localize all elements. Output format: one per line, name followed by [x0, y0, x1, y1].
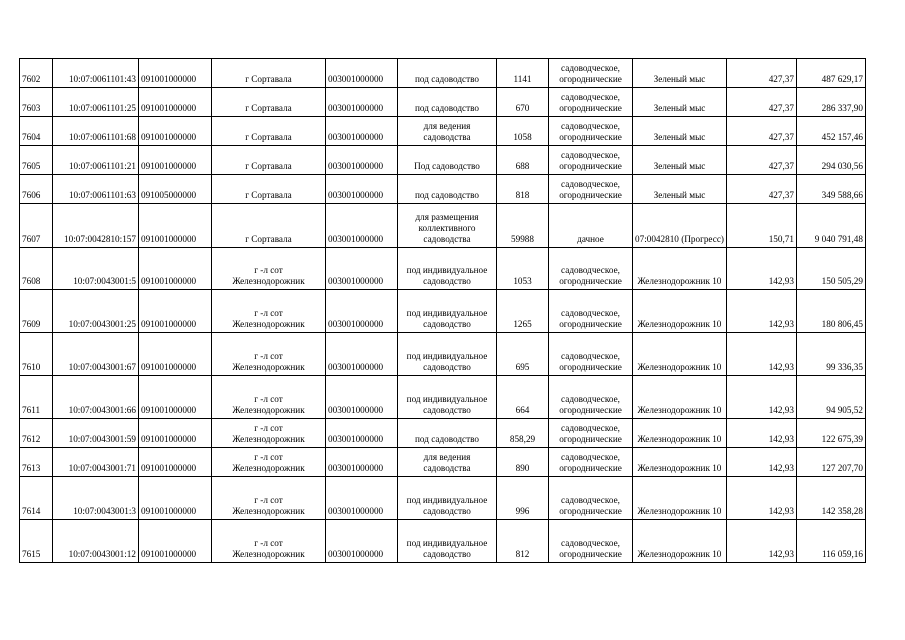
okato-code-cell: 091001000000: [139, 88, 212, 117]
cell-text-line: под индивидуальное: [406, 394, 488, 404]
cell-text-line: г Сортавала: [245, 190, 292, 200]
oktmo-code-cell: 003001000000: [326, 117, 398, 146]
cell-text-line: садоводческое,: [561, 394, 620, 404]
table-row: [20, 146, 866, 175]
cell-text-line: садоводческое,: [561, 179, 620, 189]
area-cell: 59988: [497, 204, 549, 248]
specific-value-cell: 427,37: [726, 117, 796, 146]
cell-text-line: садоводческое,: [561, 92, 620, 102]
address-cell: Железнодорожник 10: [633, 520, 727, 563]
cell-text-line: Железнодорожник: [232, 362, 305, 372]
cadastral-value-cell: 99 336,35: [796, 333, 865, 376]
cadastral-number-cell: 10:07:0061101:25: [53, 88, 139, 117]
cell-text-line: огороднические: [559, 103, 622, 113]
table-row: [20, 520, 866, 563]
permitted-use-cell: [398, 204, 497, 248]
table-row: [20, 88, 866, 117]
cell-text-line: г -л сот: [254, 423, 283, 433]
cell-text-line: садоводческое,: [561, 121, 620, 131]
specific-value-cell: 150,71: [726, 204, 796, 248]
table-row: [20, 204, 866, 248]
cadastral-number-cell: 10:07:0061101:43: [53, 59, 139, 88]
address-cell: Железнодорожник 10: [633, 333, 727, 376]
cell-text-line: садоводческое,: [561, 265, 620, 275]
locality-cell: [212, 477, 326, 520]
category-cell: [549, 477, 633, 520]
cell-text-line: садоводческое,: [561, 423, 620, 433]
row-number-cell: 7605: [20, 146, 53, 175]
row-number-cell: 7612: [20, 419, 53, 448]
cell-text-line: для размещения: [415, 212, 479, 222]
address-cell: 07:0042810 (Прогресс): [633, 204, 727, 248]
cell-text-line: г -л сот: [254, 308, 283, 318]
category-cell: [549, 204, 633, 248]
category-cell: [549, 419, 633, 448]
cell-text-line: садоводство: [423, 549, 471, 559]
cell-text-line: под садоводство: [415, 190, 479, 200]
cell-text-line: Под садоводство: [414, 161, 480, 171]
specific-value-cell: 142,93: [726, 520, 796, 563]
permitted-use-cell: [398, 448, 497, 477]
cell-text-line: г -л сот: [254, 452, 283, 462]
address-cell: Железнодорожник 10: [633, 376, 727, 419]
cell-text-line: для ведения: [423, 121, 471, 131]
specific-value-cell: 427,37: [726, 59, 796, 88]
permitted-use-cell: [398, 419, 497, 448]
cadastral-number-cell: 10:07:0043001:66: [53, 376, 139, 419]
locality-cell: [212, 520, 326, 563]
oktmo-code-cell: 003001000000: [326, 376, 398, 419]
specific-value-cell: 142,93: [726, 333, 796, 376]
address-cell: Зеленый мыс: [633, 146, 727, 175]
cell-text-line: под индивидуальное: [406, 265, 488, 275]
permitted-use-cell: [398, 376, 497, 419]
address-cell: Железнодорожник 10: [633, 448, 727, 477]
row-number-cell: 7611: [20, 376, 53, 419]
locality-cell: [212, 146, 326, 175]
locality-cell: [212, 290, 326, 333]
cadastral-number-cell: 10:07:0043001:71: [53, 448, 139, 477]
cell-text-line: садоводческое,: [561, 308, 620, 318]
address-cell: Зеленый мыс: [633, 88, 727, 117]
row-number-cell: 7607: [20, 204, 53, 248]
cadastral-value-cell: 9 040 791,48: [796, 204, 865, 248]
okato-code-cell: 091001000000: [139, 117, 212, 146]
category-cell: [549, 59, 633, 88]
specific-value-cell: 142,93: [726, 448, 796, 477]
cell-text-line: садоводческое,: [561, 150, 620, 160]
cell-text-line: огороднические: [559, 132, 622, 142]
row-number-cell: 7604: [20, 117, 53, 146]
row-number-cell: 7608: [20, 248, 53, 290]
cadastral-number-cell: 10:07:0043001:25: [53, 290, 139, 333]
oktmo-code-cell: 003001000000: [326, 448, 398, 477]
table-row: [20, 117, 866, 146]
cadastral-value-cell: 150 505,29: [796, 248, 865, 290]
cell-text-line: садоводство: [423, 506, 471, 516]
cell-text-line: г Сортавала: [245, 234, 292, 244]
locality-cell: [212, 248, 326, 290]
row-number-cell: 7613: [20, 448, 53, 477]
cadastral-number-cell: 10:07:0061101:21: [53, 146, 139, 175]
cell-text-line: для ведения: [423, 452, 471, 462]
cell-text-line: г Сортавала: [245, 161, 292, 171]
locality-cell: [212, 333, 326, 376]
cell-text-line: г -л сот: [254, 351, 283, 361]
cadastral-value-cell: 286 337,90: [796, 88, 865, 117]
okato-code-cell: 091001000000: [139, 448, 212, 477]
cell-text-line: огороднические: [559, 405, 622, 415]
cadastral-number-cell: 10:07:0043001:3: [53, 477, 139, 520]
cadastral-value-cell: 142 358,28: [796, 477, 865, 520]
locality-cell: [212, 376, 326, 419]
okato-code-cell: 091001000000: [139, 146, 212, 175]
table-row: [20, 333, 866, 376]
permitted-use-cell: [398, 88, 497, 117]
cell-text-line: огороднические: [559, 549, 622, 559]
locality-cell: [212, 88, 326, 117]
oktmo-code-cell: 003001000000: [326, 477, 398, 520]
cadastral-number-cell: 10:07:0043001:67: [53, 333, 139, 376]
cell-text-line: садоводство: [423, 405, 471, 415]
cell-text-line: г -л сот: [254, 538, 283, 548]
row-number-cell: 7603: [20, 88, 53, 117]
cadastral-value-cell: 452 157,46: [796, 117, 865, 146]
locality-cell: [212, 448, 326, 477]
cadastral-number-cell: 10:07:0043001:5: [53, 248, 139, 290]
row-number-cell: 7609: [20, 290, 53, 333]
land-cadastral-value-table: [19, 58, 866, 563]
area-cell: 1053: [497, 248, 549, 290]
category-cell: [549, 333, 633, 376]
cell-text-line: г Сортавала: [245, 103, 292, 113]
category-cell: [549, 248, 633, 290]
area-cell: 688: [497, 146, 549, 175]
cell-text-line: г Сортавала: [245, 74, 292, 84]
permitted-use-cell: [398, 117, 497, 146]
category-cell: [549, 175, 633, 204]
area-cell: 664: [497, 376, 549, 419]
specific-value-cell: 142,93: [726, 419, 796, 448]
cell-text-line: огороднические: [559, 276, 622, 286]
locality-cell: [212, 117, 326, 146]
permitted-use-cell: [398, 290, 497, 333]
oktmo-code-cell: 003001000000: [326, 333, 398, 376]
table-row: [20, 419, 866, 448]
cell-text-line: садоводство: [423, 362, 471, 372]
specific-value-cell: 427,37: [726, 175, 796, 204]
okato-code-cell: 091001000000: [139, 477, 212, 520]
cadastral-number-cell: 10:07:0061101:68: [53, 117, 139, 146]
table-row: [20, 290, 866, 333]
address-cell: Железнодорожник 10: [633, 477, 727, 520]
okato-code-cell: 091001000000: [139, 290, 212, 333]
table-row: [20, 448, 866, 477]
cell-text-line: садоводческое,: [561, 351, 620, 361]
cell-text-line: Железнодорожник: [232, 506, 305, 516]
okato-code-cell: 091001000000: [139, 59, 212, 88]
cadastral-value-cell: 349 588,66: [796, 175, 865, 204]
area-cell: 858,29: [497, 419, 549, 448]
area-cell: 812: [497, 520, 549, 563]
cell-text-line: огороднические: [559, 319, 622, 329]
table-row: [20, 376, 866, 419]
cell-text-line: под индивидуальное: [406, 308, 488, 318]
cell-text-line: садоводства: [423, 132, 471, 142]
row-number-cell: 7610: [20, 333, 53, 376]
specific-value-cell: 142,93: [726, 290, 796, 333]
table-row: [20, 175, 866, 204]
register-page: [19, 58, 866, 563]
cell-text-line: садоводческое,: [561, 452, 620, 462]
cell-text-line: г Сортавала: [245, 132, 292, 142]
cell-text-line: под садоводство: [415, 103, 479, 113]
permitted-use-cell: [398, 146, 497, 175]
area-cell: 818: [497, 175, 549, 204]
cell-text-line: под индивидуальное: [406, 351, 488, 361]
cadastral-value-cell: 487 629,17: [796, 59, 865, 88]
cell-text-line: садоводческое,: [561, 538, 620, 548]
cell-text-line: огороднические: [559, 434, 622, 444]
area-cell: 996: [497, 477, 549, 520]
area-cell: 1058: [497, 117, 549, 146]
permitted-use-cell: [398, 175, 497, 204]
locality-cell: [212, 175, 326, 204]
cadastral-number-cell: 10:07:0042810:157: [53, 204, 139, 248]
category-cell: [549, 448, 633, 477]
table-row: [20, 477, 866, 520]
cadastral-number-cell: 10:07:0061101:63: [53, 175, 139, 204]
oktmo-code-cell: 003001000000: [326, 248, 398, 290]
cell-text-line: садоводства: [423, 463, 471, 473]
cell-text-line: Железнодорожник: [232, 549, 305, 559]
oktmo-code-cell: 003001000000: [326, 175, 398, 204]
address-cell: Железнодорожник 10: [633, 419, 727, 448]
okato-code-cell: 091001000000: [139, 333, 212, 376]
row-number-cell: 7615: [20, 520, 53, 563]
cell-text-line: садоводство: [423, 276, 471, 286]
row-number-cell: 7606: [20, 175, 53, 204]
table-row: [20, 248, 866, 290]
cell-text-line: огороднические: [559, 362, 622, 372]
cadastral-value-cell: 116 059,16: [796, 520, 865, 563]
category-cell: [549, 290, 633, 333]
specific-value-cell: 142,93: [726, 376, 796, 419]
area-cell: 1141: [497, 59, 549, 88]
cell-text-line: садоводство: [423, 319, 471, 329]
oktmo-code-cell: 003001000000: [326, 419, 398, 448]
area-cell: 1265: [497, 290, 549, 333]
oktmo-code-cell: 003001000000: [326, 146, 398, 175]
category-cell: [549, 88, 633, 117]
okato-code-cell: 091005000000: [139, 175, 212, 204]
area-cell: 890: [497, 448, 549, 477]
permitted-use-cell: [398, 477, 497, 520]
category-cell: [549, 117, 633, 146]
row-number-cell: 7602: [20, 59, 53, 88]
oktmo-code-cell: 003001000000: [326, 59, 398, 88]
oktmo-code-cell: 003001000000: [326, 520, 398, 563]
oktmo-code-cell: 003001000000: [326, 204, 398, 248]
permitted-use-cell: [398, 520, 497, 563]
area-cell: 695: [497, 333, 549, 376]
cell-text-line: Железнодорожник: [232, 405, 305, 415]
row-number-cell: 7614: [20, 477, 53, 520]
cell-text-line: дачное: [577, 234, 604, 244]
cell-text-line: огороднические: [559, 506, 622, 516]
cadastral-value-cell: 180 806,45: [796, 290, 865, 333]
okato-code-cell: 091001000000: [139, 204, 212, 248]
cell-text-line: г -л сот: [254, 265, 283, 275]
cell-text-line: под индивидуальное: [406, 495, 488, 505]
category-cell: [549, 376, 633, 419]
specific-value-cell: 142,93: [726, 477, 796, 520]
cell-text-line: под садоводство: [415, 434, 479, 444]
cell-text-line: огороднические: [559, 190, 622, 200]
locality-cell: [212, 59, 326, 88]
locality-cell: [212, 204, 326, 248]
cadastral-number-cell: 10:07:0043001:12: [53, 520, 139, 563]
cell-text-line: под садоводство: [415, 74, 479, 84]
okato-code-cell: 091001000000: [139, 520, 212, 563]
cadastral-value-cell: 294 030,56: [796, 146, 865, 175]
permitted-use-cell: [398, 333, 497, 376]
cell-text-line: Железнодорожник: [232, 463, 305, 473]
specific-value-cell: 427,37: [726, 146, 796, 175]
table-row: [20, 59, 866, 88]
cell-text-line: Железнодорожник: [232, 276, 305, 286]
area-cell: 670: [497, 88, 549, 117]
cell-text-line: коллективного: [418, 223, 476, 233]
table-body: [20, 59, 866, 563]
cell-text-line: садоводства: [423, 234, 471, 244]
address-cell: Железнодорожник 10: [633, 290, 727, 333]
okato-code-cell: 091001000000: [139, 419, 212, 448]
address-cell: Железнодорожник 10: [633, 248, 727, 290]
cell-text-line: г -л сот: [254, 394, 283, 404]
oktmo-code-cell: 003001000000: [326, 88, 398, 117]
cell-text-line: садоводческое,: [561, 63, 620, 73]
address-cell: Зеленый мыс: [633, 175, 727, 204]
oktmo-code-cell: 003001000000: [326, 290, 398, 333]
cadastral-value-cell: 94 905,52: [796, 376, 865, 419]
okato-code-cell: 091001000000: [139, 248, 212, 290]
cell-text-line: огороднические: [559, 74, 622, 84]
address-cell: Зеленый мыс: [633, 117, 727, 146]
cadastral-number-cell: 10:07:0043001:59: [53, 419, 139, 448]
specific-value-cell: 142,93: [726, 248, 796, 290]
cell-text-line: огороднические: [559, 463, 622, 473]
cadastral-value-cell: 122 675,39: [796, 419, 865, 448]
cadastral-value-cell: 127 207,70: [796, 448, 865, 477]
permitted-use-cell: [398, 248, 497, 290]
address-cell: Зеленый мыс: [633, 59, 727, 88]
cell-text-line: под индивидуальное: [406, 538, 488, 548]
permitted-use-cell: [398, 59, 497, 88]
okato-code-cell: 091001000000: [139, 376, 212, 419]
cell-text-line: Железнодорожник: [232, 434, 305, 444]
locality-cell: [212, 419, 326, 448]
specific-value-cell: 427,37: [726, 88, 796, 117]
category-cell: [549, 146, 633, 175]
cell-text-line: огороднические: [559, 161, 622, 171]
cell-text-line: садоводческое,: [561, 495, 620, 505]
cell-text-line: г -л сот: [254, 495, 283, 505]
cell-text-line: Железнодорожник: [232, 319, 305, 329]
category-cell: [549, 520, 633, 563]
